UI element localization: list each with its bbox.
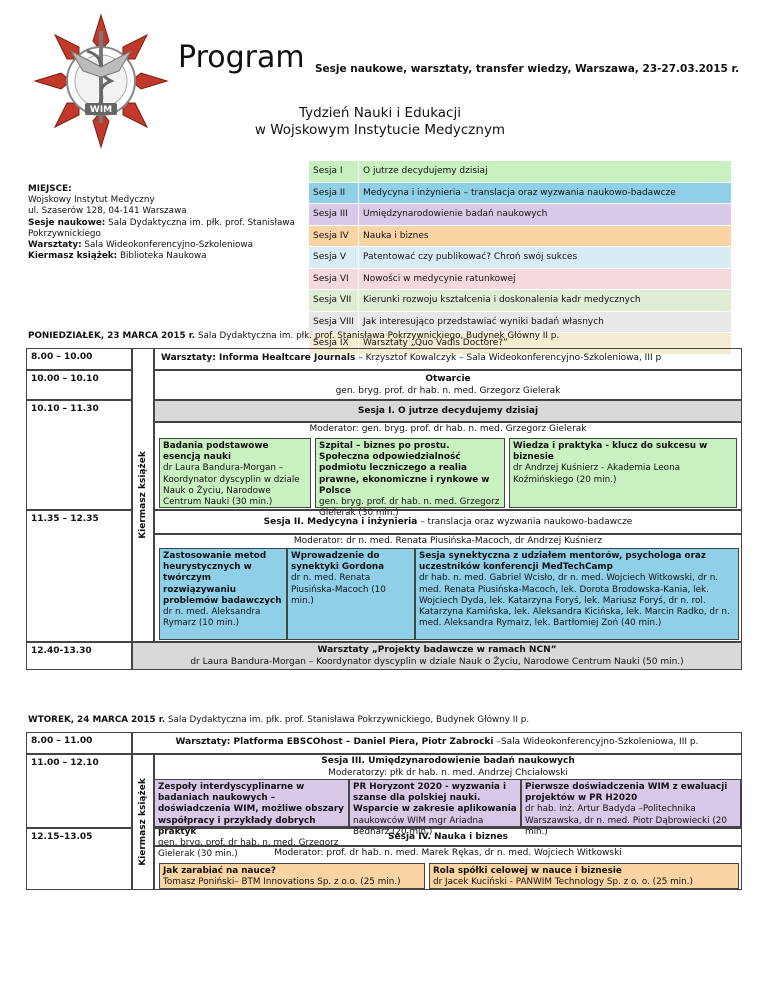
- session-4-moderator: Moderator: prof. dr hab. n. med. Marek Rękas, dr n. med. Wojciech Witkowski: [274, 848, 622, 858]
- session-id: Sesja I: [309, 161, 359, 183]
- session-2-title: Sesja II. Medycyna i inżynieria – translacja oraz wyzwania naukowo-badawcze: [154, 510, 742, 534]
- day-header-monday: PONIEDZIAŁEK, 23 MARCA 2015 r. Sala Dydaktyczna im. płk. prof. Stanisława Pokrzywnickiego, Budynek Główny II p.: [28, 331, 560, 341]
- talk: PR Horyzont 2020 - wyzwania i szanse dla polskiej nauki. Wsparcie w zakresie aplikowania naukowców WIM mgr Ariadna Bednarz (20 min.): [349, 779, 521, 827]
- session-name: O jutrze decydujemy dzisiaj: [359, 161, 732, 183]
- workshop-informa: Warsztaty: Informa Healtcare Journals – Krzysztof Kowalczyk – Sala Wideokonferencyjno-Szkoleniowa, III p: [154, 348, 742, 370]
- time-slot: 8.00 – 11.00: [26, 732, 132, 754]
- talk: Zespoły interdyscyplinarne w badaniach naukowych – doświadczenia WIM, możliwe obszary współpracy i przykłady dobrych praktyk gen. bryg. prof. dr hab. n. med. Grzegorz Gielerak (30 min.): [155, 779, 349, 827]
- session-legend-row: [309, 204, 732, 226]
- talk: Badania podstawowe esencją nauki dr Laura Bandura-Morgan – Koordynator dyscyplin w dziale Nauk o Życiu, Narodowe Centrum Nauki (30 min.): [159, 438, 311, 508]
- session-id: Sesja VIII: [309, 311, 359, 333]
- time-slot: 11.00 – 12.10: [26, 754, 132, 828]
- wim-logo: [32, 12, 170, 150]
- session-name: Nauka i biznes: [359, 225, 732, 247]
- talk: Zastosowanie metod heurystycznych w twórczym rozwiązywaniu problemów badawczych dr n. med. Aleksandra Rymarz (10 min.): [159, 548, 287, 640]
- time-slot: 12.40-13.30: [26, 642, 132, 670]
- session-id: Sesja IV: [309, 225, 359, 247]
- session-name: Nowości w medycynie ratunkowej: [359, 268, 732, 290]
- session-legend-row: [309, 247, 732, 269]
- talk: Jak zarabiać na nauce? Tomasz Poniński– BTM Innovations Sp. z o.o. (25 min.): [159, 863, 425, 889]
- session-id: Sesja III: [309, 204, 359, 226]
- session-4-title: Sesja IV. Nauka i biznes: [154, 828, 742, 846]
- session-name: Patentować czy publikować? Chroń swój sukces: [359, 247, 732, 269]
- venue-info: MIEJSCE: Wojskowy Instytut Medyczny ul. Szaserów 128, 04-141 Warszawa Sesje naukowe: Sala Dydaktyczna im. płk. prof. Stanisława Pokrzywnickiego Warsztaty: Sala Wideokonferencyjno-Szkoleniowa Kiermasz książek: Biblioteka Naukowa: [28, 184, 295, 262]
- session-3-moderator: Moderatorzy: płk dr hab. n. med. Andrzej Chciałowski: [328, 767, 568, 778]
- session-id: Sesja VI: [309, 268, 359, 290]
- session-legend-row: [309, 290, 732, 312]
- session-2-moderator: Moderator: dr n. med. Renata Piusińska-Macoch, dr Andrzej Kuśnierz: [293, 536, 603, 546]
- talk: Szpital – biznes po prostu. Społeczna odpowiedzialność podmiotu leczniczego a realia prawne, ekonomiczne i rynkowe w Polsce gen. bryg. prof. dr hab. n. med. Grzegorz Gielerak (30 min.): [315, 438, 505, 508]
- session-legend-row: [309, 268, 732, 290]
- session-1-title: Sesja I. O jutrze decydujemy dzisiaj: [154, 400, 742, 422]
- page-subtitle: Sesje naukowe, warsztaty, transfer wiedzy, Warszawa, 23-27.03.2015 r.: [315, 63, 740, 75]
- time-slot: 8.00 – 10.00: [26, 348, 132, 370]
- session-1-block: [154, 422, 742, 519]
- talk: Pierwsze doświadczenia WIM z ewaluacji projektów w PR H2020 dr hab. inż. Artur Badyda –Politechnika Warszawska, dr n. med. Piotr Dąbrowiecki (20 min.): [521, 779, 741, 827]
- session-id: Sesja V: [309, 247, 359, 269]
- session-3-title: Sesja III. Umiędzynarodowienie badań naukowych: [321, 756, 575, 766]
- time-slot: 11.35 – 12.35: [26, 510, 132, 642]
- talk: Wiedza i praktyka - klucz do sukcesu w biznesie dr Andrzej Kuśnierz - Akademia Leona Koźmińskiego (20 min.): [509, 438, 737, 508]
- session-legend-row: [309, 182, 732, 204]
- session-2-block: [154, 534, 742, 642]
- session-name: Kierunki rozwoju kształcenia i doskonalenia kadr medycznych: [359, 290, 732, 312]
- session-legend-row: [309, 311, 732, 333]
- session-id: Sesja II: [309, 182, 359, 204]
- time-slot: 12.15–13.05: [26, 828, 132, 890]
- opening: Otwarcie gen. bryg. prof. dr hab. n. med. Grzegorz Gielerak: [154, 370, 742, 400]
- book-fair-column: Kiermasz książek: [132, 754, 154, 890]
- time-slot: 10.10 – 11.30: [26, 400, 132, 510]
- talk: Sesja synektyczna z udziałem mentorów, psychologa oraz uczestników konferencji MedTechCamp dr hab. n. med. Gabriel Wcisło, dr n. med. Wojciech Witkowski, dr n. med. Renata Piusińska-Macoch, lek. Dorota Brodowska-Kania, lek. Wojciech Dyda, lek. Katarzyna Foryś, lek. Mariusz Foryś, dr n. rol. Katarzyna Kamińska, lek. Aleksandra Kicińska, lek. Marcin Radko, dr n. med. Aleksandra Rymarz, lek. Bartłomiej Zoń (40 min.): [415, 548, 739, 640]
- talk: Wprowadzenie do synektyki Gordona dr n. med. Renata Piusińska-Macoch (10 min.): [287, 548, 415, 640]
- session-legend-row: [309, 225, 732, 247]
- workshop-ebsco: Warsztaty: Platforma EBSCOhost – Daniel Piera, Piotr Zabrocki –Sala Wideokonferencyjno-Szkoleniowa, III p.: [132, 732, 742, 754]
- book-fair-column: Kiermasz książek: [132, 348, 154, 642]
- workshop-ncn: Warsztaty „Projekty badawcze w ramach NCN” dr Laura Bandura-Morgan – Koordynator dyscyplin w dziale Nauk o Życiu, Narodowe Centrum Nauki (50 min.): [132, 642, 742, 670]
- session-name: Umiędzynarodowienie badań naukowych: [359, 204, 732, 226]
- event-headline: Tydzień Nauki i Edukacji w Wojskowym Instytucie Medycznym: [254, 105, 506, 138]
- session-id: Sesja IX: [309, 333, 359, 355]
- session-1-moderator: Moderator: gen. bryg. prof. dr hab. n. med. Grzegorz Gielerak: [309, 424, 587, 434]
- page-title: Program: [178, 40, 305, 75]
- session-name: Warsztaty „Quo Vadis Doctore?”: [359, 333, 732, 355]
- session-legend-row: [309, 161, 732, 183]
- time-slot: 10.00 – 10.10: [26, 370, 132, 400]
- day-header-tuesday: WTOREK, 24 MARCA 2015 r. Sala Dydaktyczna im. płk. prof. Stanisława Pokrzywnickiego, Budynek Główny II p.: [28, 715, 530, 725]
- session-4-block: [154, 846, 742, 890]
- session-legend: [308, 160, 732, 355]
- talk: Rola spółki celowej w nauce i biznesie dr Jacek Kuciński - PANWIM Technology Sp. z o. o. (25 min.): [429, 863, 739, 889]
- session-id: Sesja VII: [309, 290, 359, 312]
- svg-text:WIM: WIM: [89, 105, 113, 115]
- session-name: Medycyna i inżynieria – translacja oraz wyzwania naukowo-badawcze: [359, 182, 732, 204]
- session-name: Jak interesująco przedstawiać wyniki badań własnych: [359, 311, 732, 333]
